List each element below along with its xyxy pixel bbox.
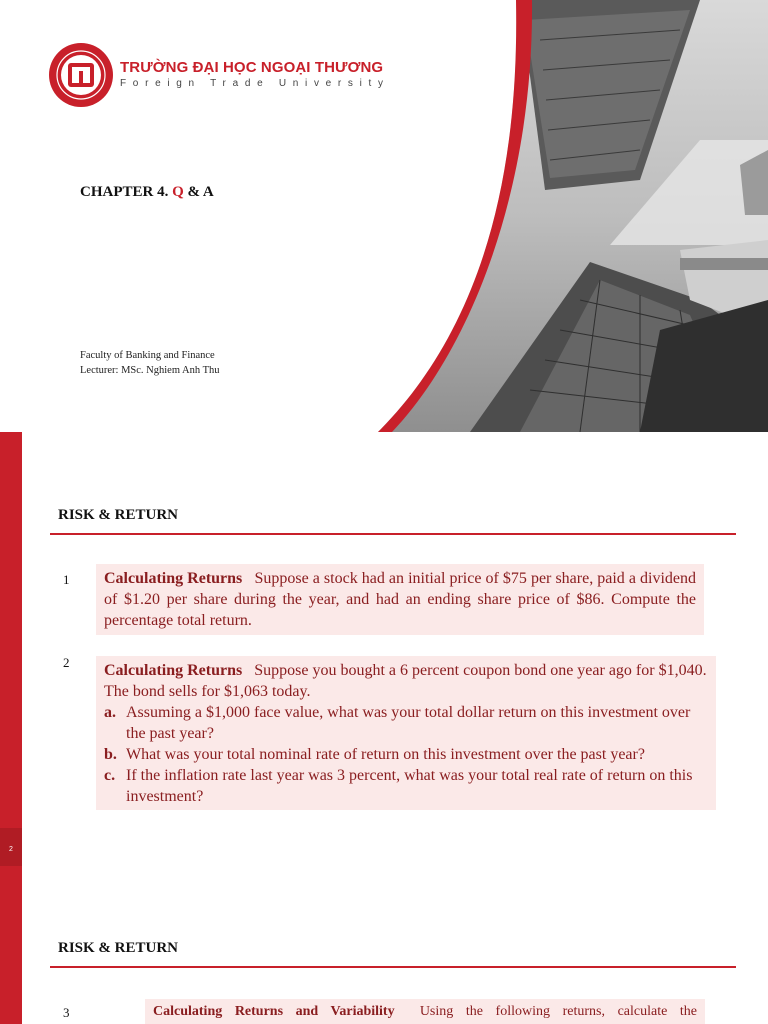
part-text: What was your total nominal rate of return on this investment over the past year? (126, 746, 645, 763)
title-divider (50, 966, 736, 968)
faculty-info (80, 348, 220, 378)
question-number: 2 (63, 655, 70, 670)
question-part (104, 702, 708, 744)
part-letter: b. (104, 746, 117, 763)
lecturer-name: Lecturer: MSc. Nghiem Anh Thu (80, 365, 220, 376)
university-name-vn: TRƯỜNG ĐẠI HỌC NGOẠI THƯƠNG (120, 59, 384, 76)
side-accent-bar (0, 432, 22, 866)
question-box (145, 999, 705, 1024)
page-number: 2 (9, 846, 13, 853)
side-accent-bar (0, 866, 22, 1024)
university-logo (48, 42, 390, 108)
part-letter: a. (104, 704, 116, 721)
faculty-name: Faculty of Banking and Finance (80, 350, 215, 361)
title-slide (0, 0, 768, 432)
question-lead: Calculating Returns (104, 662, 243, 679)
part-letter: c. (104, 767, 116, 784)
chapter-prefix: CHAPTER 4. (80, 184, 169, 200)
question-text: Suppose you bought a 6 percent coupon bond one year ago for $1,040. The bond sells for $1,063 today. (104, 662, 707, 700)
question-lead: Calculating Returns (104, 570, 243, 587)
section-title: RISK & RETURN (58, 507, 179, 523)
question-box (96, 564, 704, 635)
question-lead: Calculating Returns and Variability (153, 1004, 395, 1019)
university-name-en: Foreign Trade University (120, 78, 390, 89)
question-number: 3 (63, 1005, 70, 1020)
section-title: RISK & RETURN (58, 940, 179, 956)
question-box (96, 656, 716, 810)
title-divider (50, 533, 736, 535)
question-text: Using the following returns, calculate the (419, 1004, 698, 1019)
question-part (104, 765, 708, 807)
part-text: Assuming a $1,000 face value, what was your total dollar return on this investment over the past year? (126, 704, 691, 742)
slide-risk-return-2 (0, 866, 768, 1024)
question-number: 1 (63, 572, 70, 587)
part-text: If the inflation rate last year was 3 percent, what was your total real rate of return on this investment? (126, 767, 693, 805)
chapter-title (80, 184, 214, 201)
question-text: Suppose a stock had an initial price of $75 per share, paid a dividend of $1.20 per share during the year, and had an ending share price of $86. Compute the percentage total return. (104, 570, 697, 629)
chapter-rest: & A (187, 184, 214, 200)
chapter-q: Q (172, 184, 184, 200)
question-part (104, 744, 708, 765)
university-seal-icon (48, 42, 114, 108)
slide-risk-return-1 (0, 432, 768, 866)
